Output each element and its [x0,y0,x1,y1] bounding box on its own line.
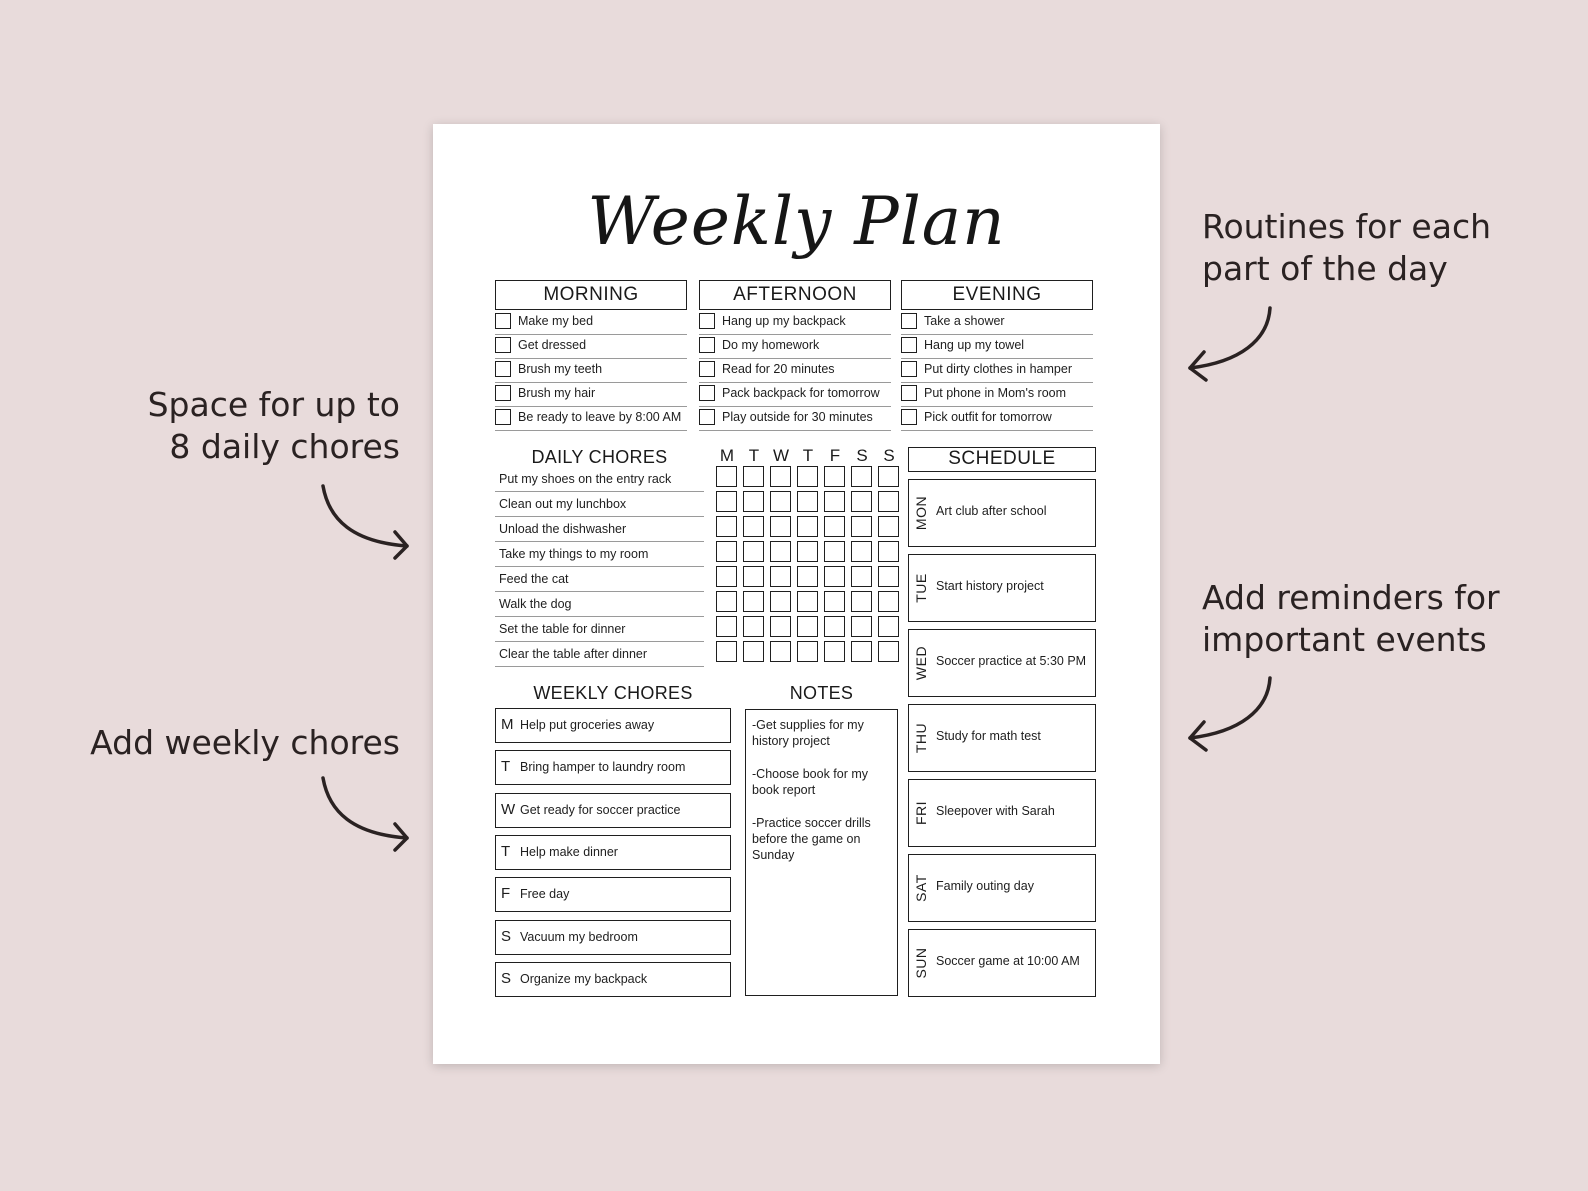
chore-checkbox[interactable] [716,541,737,562]
schedule-day-wed [908,629,1096,697]
checkbox[interactable] [901,313,917,329]
arrow-routines-icon [1180,300,1280,390]
chore-checkbox[interactable] [851,591,872,612]
checkbox[interactable] [901,409,917,425]
routine-item [901,408,1093,431]
checkbox[interactable] [699,385,715,401]
checkbox[interactable] [495,313,511,329]
chore-checkbox[interactable] [851,566,872,587]
weekly-chore-day: S [501,969,512,987]
weekly-chore-item [495,962,731,997]
callout-line: Routines for each [1202,207,1492,246]
chore-checkbox[interactable] [743,491,764,512]
daily-chore-item [495,544,704,567]
callout-weekly [40,722,400,764]
chore-checkbox[interactable] [851,516,872,537]
daily-chore-label: Clear the table after dinner [499,647,648,661]
weekly-chore-label: Get ready for soccer practice [520,802,681,817]
schedule-day-mon [908,479,1096,547]
chore-checkbox[interactable] [797,616,818,637]
weekly-chore-day: T [501,758,511,776]
routine-heading-morning: MORNING [495,280,687,310]
callout-line: Add reminders for [1202,578,1500,617]
routine-item-label: Be ready to leave by 8:00 AM [518,410,682,424]
routine-item [699,336,891,359]
schedule-heading: SCHEDULE [908,447,1096,472]
checkbox[interactable] [495,361,511,377]
routine-item [495,360,687,383]
weekly-chore-day: F [501,885,511,903]
daily-chore-label: Feed the cat [499,572,569,586]
arrow-daily-icon [315,480,415,560]
daily-chore-item [495,594,704,617]
schedule-day-label: SAT [913,874,929,902]
routine-item [699,384,891,407]
page-title: Weekly Plan [587,183,1006,260]
notes-box [745,709,898,996]
chore-checkbox[interactable] [770,466,791,487]
routine-item-label: Take a shower [924,314,1005,328]
note-item: -Practice soccer drills before the game on Sunday [752,816,871,862]
weekly-chore-item [495,920,731,955]
chore-checkbox[interactable] [824,591,845,612]
chore-checkbox[interactable] [797,516,818,537]
schedule-event: Soccer game at 10:00 AM [936,954,1080,968]
chore-checkbox[interactable] [824,466,845,487]
routine-heading-afternoon: AFTERNOON [699,280,891,310]
daily-chore-label: Unload the dishwasher [499,522,627,536]
schedule-event: Study for math test [936,729,1041,743]
weekly-chore-item [495,708,731,743]
routine-item-label: Pick outfit for tomorrow [924,410,1052,424]
daily-chore-item [495,569,704,592]
checkbox[interactable] [699,361,715,377]
routine-heading-evening: EVENING [901,280,1093,310]
checkbox[interactable] [901,361,917,377]
routine-item-label: Make my bed [518,314,594,328]
routine-item [901,360,1093,383]
routine-item-label: Read for 20 minutes [722,362,835,376]
weekly-chore-label: Free day [520,887,570,902]
routine-item-label: Brush my teeth [518,362,603,376]
chore-checkbox[interactable] [743,541,764,562]
daily-chore-item [495,494,704,517]
weekly-chore-item [495,877,731,912]
chore-checkbox[interactable] [716,616,737,637]
callout-reminders [1202,577,1500,661]
day-letter-s: S [883,446,895,465]
schedule-day-label: FRI [913,800,929,826]
chore-checkbox[interactable] [797,491,818,512]
chore-checkbox[interactable] [878,491,899,512]
routine-item [699,312,891,335]
callout-line: Add weekly chores [90,723,400,762]
routine-item [901,312,1093,335]
weekly-chore-day: M [501,716,514,733]
chore-checkbox[interactable] [878,616,899,637]
routine-item-label: Hang up my towel [924,338,1025,352]
routine-item-label: Get dressed [518,338,587,352]
schedule-day-label: WED [913,645,929,681]
chore-checkbox[interactable] [797,466,818,487]
callout-line: 8 daily chores [169,427,400,466]
routine-item [495,384,687,407]
routine-item [495,312,687,335]
checkbox[interactable] [699,409,715,425]
weekly-chore-label: Help put groceries away [520,718,655,732]
daily-chore-label: Walk the dog [499,597,572,611]
schedule-day-sat [908,854,1096,922]
weekly-chore-day: W [501,800,516,818]
daily-chore-item [495,469,704,492]
schedule-event: Sleepover with Sarah [936,804,1055,818]
chore-checkbox[interactable] [770,616,791,637]
chore-checkbox[interactable] [851,641,872,662]
day-letter-t: T [802,446,814,465]
daily-chore-label: Take my things to my room [499,547,649,561]
schedule-day-label: TUE [913,573,929,603]
weekly-chore-label: Organize my backpack [520,971,648,986]
routine-item-label: Brush my hair [518,386,596,400]
daily-chore-label: Set the table for dinner [499,622,626,636]
schedule-day-label: THU [913,722,929,754]
weekly-chore-day: S [501,927,512,945]
routine-item [699,360,891,383]
arrow-reminders-icon [1180,670,1280,760]
arrow-weekly-icon [315,772,415,852]
schedule-event: Soccer practice at 5:30 PM [936,654,1087,668]
chore-checkbox[interactable] [797,541,818,562]
weekly-chore-item [495,750,731,785]
schedule-day-sun [908,929,1096,997]
note-item: -Choose book for my book report [752,767,869,797]
chore-checkbox[interactable] [878,566,899,587]
routine-item [495,336,687,359]
chore-checkbox[interactable] [770,566,791,587]
callout-line: Space for up to [147,385,400,424]
chore-checkbox[interactable] [824,641,845,662]
routine-item-label: Pack backpack for tomorrow [722,386,880,400]
chore-checkbox[interactable] [743,516,764,537]
planner-page [433,124,1160,1064]
checkbox[interactable] [901,337,917,353]
routine-item-label: Do my homework [722,338,820,352]
chore-checkbox[interactable] [743,466,764,487]
chore-checkbox[interactable] [716,641,737,662]
chore-checkbox[interactable] [743,641,764,662]
chore-checkbox[interactable] [743,566,764,587]
callout-line: important events [1202,620,1487,659]
weekly-chore-label: Vacuum my bedroom [520,929,638,944]
chore-checkbox[interactable] [770,491,791,512]
schedule-day-tue [908,554,1096,622]
routine-item-label: Play outside for 30 minutes [722,410,873,424]
daily-chore-item [495,619,704,642]
routine-item-label: Put dirty clothes in hamper [924,362,1072,376]
chore-checkbox[interactable] [824,566,845,587]
weekly-chore-item [495,835,731,870]
day-letter-f: F [829,446,841,465]
checkbox[interactable] [699,337,715,353]
chore-checkbox[interactable] [851,491,872,512]
checkbox[interactable] [699,313,715,329]
daily-chore-item [495,644,704,667]
chore-checkbox[interactable] [878,466,899,487]
chore-checkbox[interactable] [770,516,791,537]
chore-checkbox[interactable] [770,591,791,612]
schedule-day-fri [908,779,1096,847]
weekly-chore-label: Bring hamper to laundry room [520,760,686,775]
schedule-day-thu [908,704,1096,772]
day-letter-m: M [719,446,735,465]
daily-chores-heading: DAILY CHORES [531,447,668,467]
routine-item-label: Put phone in Mom's room [924,386,1067,400]
routine-item [901,384,1093,407]
chore-checkbox[interactable] [878,591,899,612]
chore-checkbox[interactable] [716,591,737,612]
chore-checkbox[interactable] [716,516,737,537]
chore-checkbox[interactable] [878,516,899,537]
weekly-chore-label: Help make dinner [520,844,618,859]
chore-checkbox[interactable] [851,541,872,562]
chore-checkbox[interactable] [851,616,872,637]
daily-chore-label: Clean out my lunchbox [499,497,627,511]
day-letter-t: T [748,446,760,465]
routine-item [699,408,891,431]
chore-checkbox[interactable] [851,466,872,487]
checkbox[interactable] [495,409,511,425]
chore-checkbox[interactable] [797,591,818,612]
daily-chore-label: Put my shoes on the entry rack [499,472,672,486]
daily-chore-item [495,519,704,542]
day-letter-w: W [772,446,790,465]
chore-checkbox[interactable] [797,566,818,587]
weekly-chores-heading: WEEKLY CHORES [533,683,693,703]
schedule-event: Family outing day [936,879,1034,893]
checkbox[interactable] [495,337,511,353]
chore-checkbox[interactable] [770,641,791,662]
chore-checkbox[interactable] [824,541,845,562]
callout-daily [60,384,400,468]
schedule-event: Art club after school [936,504,1047,518]
schedule-day-label: MON [913,495,929,531]
note-item: -Get supplies for my history project [752,718,864,748]
chore-checkbox[interactable] [878,541,899,562]
routine-item-label: Hang up my backpack [722,314,846,328]
weekly-chore-item [495,793,731,828]
chore-checkbox[interactable] [716,466,737,487]
schedule-day-label: SUN [913,947,929,979]
chore-checkbox[interactable] [743,591,764,612]
chore-checkbox[interactable] [716,491,737,512]
chore-checkbox[interactable] [824,491,845,512]
chore-checkbox[interactable] [824,516,845,537]
checkbox[interactable] [901,385,917,401]
day-letter-s: S [856,446,868,465]
chore-checkbox[interactable] [878,641,899,662]
callout-line: part of the day [1202,249,1448,288]
callout-routines [1202,206,1491,290]
schedule-event: Start history project [936,579,1044,593]
routine-item [495,408,687,431]
chore-checkbox[interactable] [743,616,764,637]
chore-checkbox[interactable] [797,641,818,662]
chore-checkbox[interactable] [716,566,737,587]
checkbox[interactable] [495,385,511,401]
chore-checkbox[interactable] [770,541,791,562]
routine-item [901,336,1093,359]
chore-checkbox[interactable] [824,616,845,637]
notes-heading: NOTES [789,683,854,703]
weekly-chore-day: T [501,842,511,860]
